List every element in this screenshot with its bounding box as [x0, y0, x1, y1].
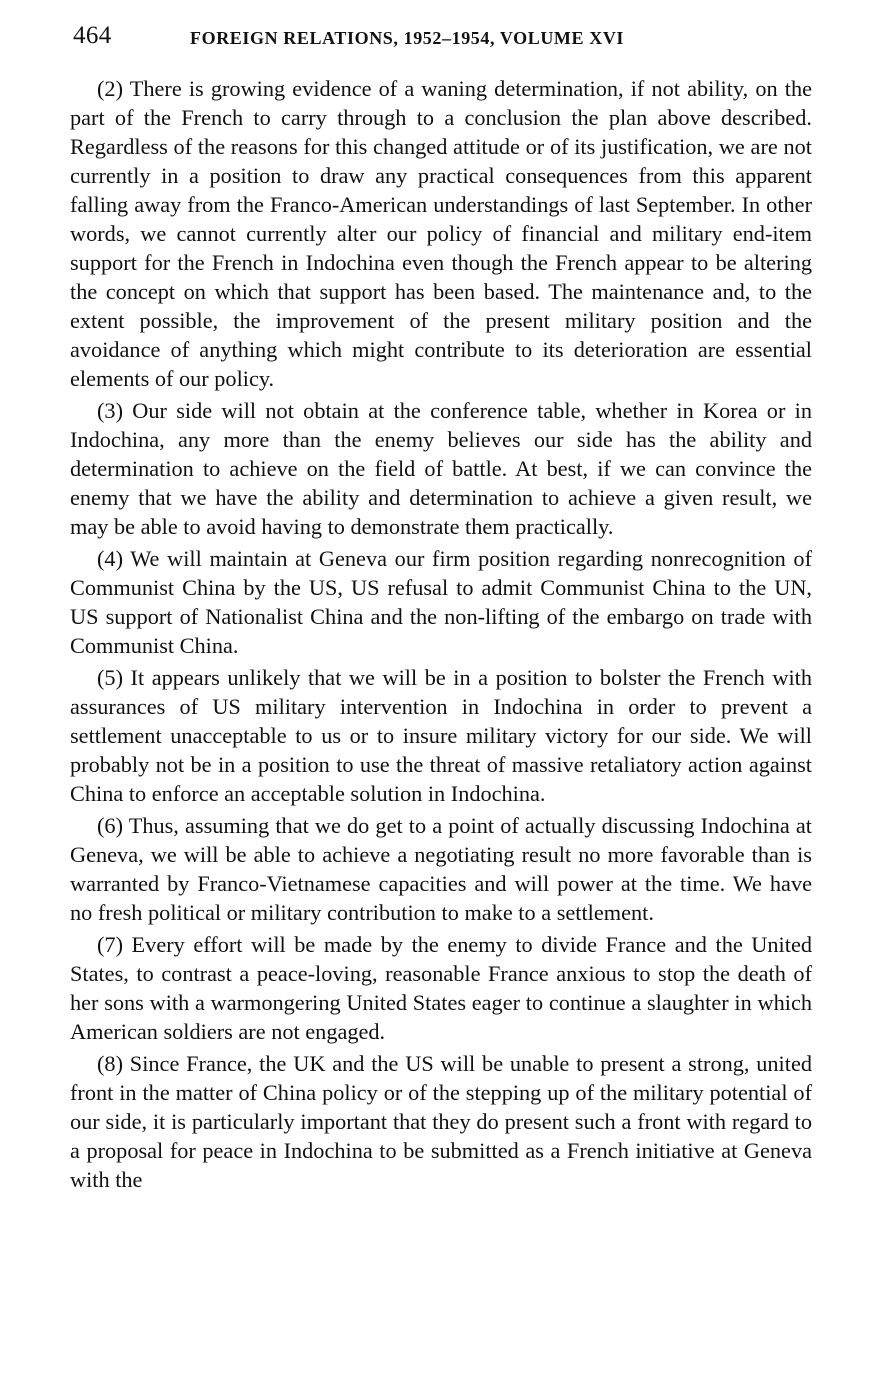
running-head: [70, 22, 812, 58]
paragraph-2: (2) There is growing evidence of a waning determination, if not ability, on the part of the French to carry through to a conclusion the plan above described. Regardless of the reasons for this changed attitude or of its justification, we are not currently in a position to draw any practical consequences from this apparent falling away from the Franco-American understandings of last September. In other words, we cannot currently alter our policy of financial and military end-item support for the French in Indochina even though the French appear to be altering the concept on which that support has been based. The maintenance and, to the extent possible, the improvement of the present military position and the avoidance of anything which might contribute to its deterioration are essential elements of our policy.: [70, 76, 812, 391]
page-number: 464: [73, 22, 112, 49]
paragraph-7: (7) Every effort will be made by the enemy to divide France and the United States, to contrast a peace-loving, reasonable France anxious to stop the death of her sons with a warmongering United States eager to continue a slaughter in which American soldiers are not engaged.: [70, 932, 812, 1044]
document-page: [70, 22, 812, 1197]
paragraph-8: (8) Since France, the UK and the US will be unable to present a strong, united front in the matter of China policy or of the stepping up of the military potential of our side, it is particularly important that they do present such a front with regard to a proposal for peace in Indochina to be submitted as a French initiative at Geneva with the: [70, 1051, 812, 1192]
paragraph-4: (4) We will maintain at Geneva our firm position regarding nonrecognition of Communist China by the US, US refusal to admit Communist China to the UN, US support of Nationalist China and the non-lifting of the embargo on trade with Communist China.: [70, 546, 812, 658]
running-head-title: FOREIGN RELATIONS, 1952–1954, VOLUME XVI: [190, 28, 625, 48]
paragraph-6: (6) Thus, assuming that we do get to a point of actually discussing Indochina at Geneva, we will be able to achieve a negotiating result no more favorable than is warranted by Franco-Vietnamese capacities and will power at the time. We have no fresh political or military contribution to make to a settlement.: [70, 813, 812, 925]
paragraph-3: (3) Our side will not obtain at the conference table, whether in Korea or in Indochina, any more than the enemy believes our side has the ability and determination to achieve on the field of battle. At best, if we can convince the enemy that we have the ability and determination to achieve a given result, we may be able to avoid having to demonstrate them practically.: [70, 398, 812, 539]
body-text: [70, 74, 812, 1194]
paragraph-5: (5) It appears unlikely that we will be in a position to bolster the French with assurances of US military intervention in Indochina in order to prevent a settlement unacceptable to us or to insure military victory for our side. We will probably not be in a position to use the threat of massive retaliatory action against China to enforce an acceptable solution in Indochina.: [70, 665, 812, 806]
